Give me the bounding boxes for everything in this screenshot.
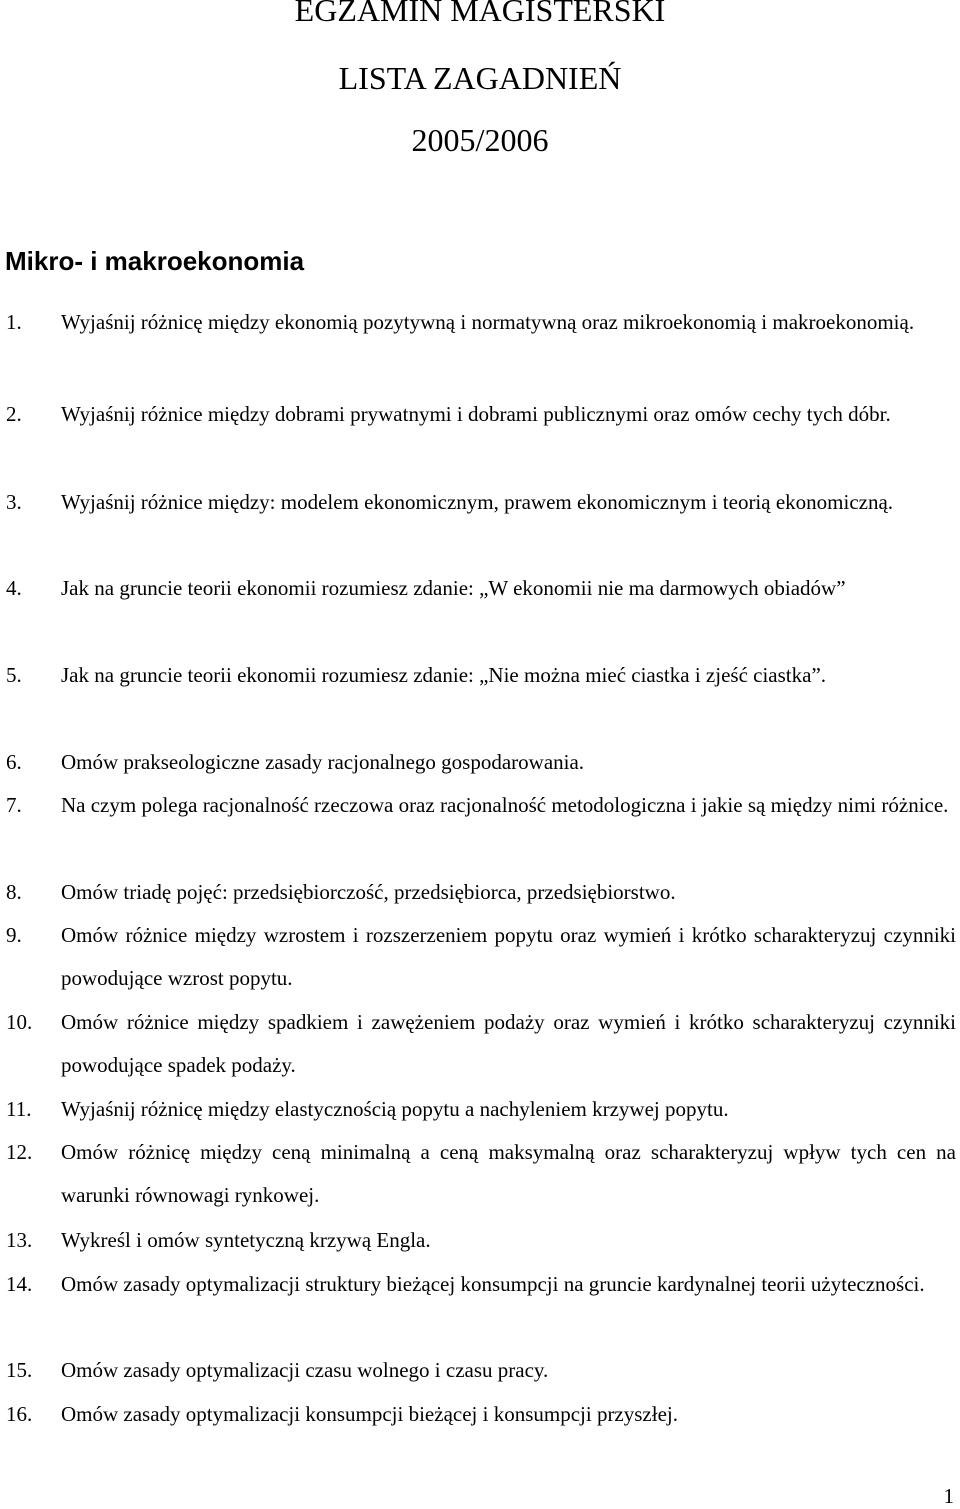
item-number: 3. <box>6 490 22 514</box>
item-number: 1. <box>6 310 22 334</box>
item-text: Wyjaśnij różnice między dobrami prywatnymi i dobrami publicznymi oraz omów cechy tych dóbr. <box>61 402 891 426</box>
item-text: Omów zasady optymalizacji czasu wolnego i czasu pracy. <box>61 1358 549 1382</box>
page-number: 1 <box>943 1484 954 1508</box>
item-number: 9. <box>6 923 22 947</box>
item-number: 12. <box>6 1140 33 1164</box>
item-number: 2. <box>6 402 22 426</box>
item-number: 15. <box>6 1358 33 1382</box>
item-text: Wyjaśnij różnicę między ekonomią pozytywną i normatywną oraz mikroekonomią i makroekonomią. <box>61 310 915 334</box>
item-text: Wyjaśnij różnicę między elastycznością popytu a nachyleniem krzywej popytu. <box>61 1097 729 1121</box>
item-text: Omów różnice między wzrostem i rozszerzeniem popytu oraz wymień i krótko scharakteryzuj czynniki powodujące wzrost popytu. <box>61 923 956 990</box>
item-text: Omów różnicę między ceną minimalną a ceną maksymalną oraz scharakteryzuj wpływ tych cen na warunki równowagi rynkowej. <box>61 1140 956 1207</box>
item-number: 14. <box>6 1272 33 1296</box>
item-text: Na czym polega racjonalność rzeczowa oraz racjonalność metodologiczna i jakie są między nimi różnice. <box>61 793 949 817</box>
item-text: Jak na gruncie teorii ekonomii rozumiesz zdanie: „Nie można mieć ciastka i zjeść ciastka”. <box>61 663 827 687</box>
item-number: 11. <box>6 1097 32 1121</box>
item-number: 4. <box>6 576 22 600</box>
item-text: Omów prakseologiczne zasady racjonalnego gospodarowania. <box>61 750 585 774</box>
item-number: 16. <box>6 1402 33 1426</box>
item-text: Wykreśl i omów syntetyczną krzywą Engla. <box>61 1228 431 1252</box>
section-heading: Mikro- i makroekonomia <box>5 246 305 276</box>
item-text: Omów różnice między spadkiem i zawężeniem podaży oraz wymień i krótko scharakteryzuj czynniki powodujące spadek podaży. <box>61 1010 956 1077</box>
document-title: EGZAMIN MAGISTERSKI <box>294 0 666 28</box>
item-number: 7. <box>6 793 22 817</box>
item-text: Omów zasady optymalizacji konsumpcji bieżącej i konsumpcji przyszłej. <box>61 1402 678 1426</box>
academic-year: 2005/2006 <box>411 122 549 158</box>
document-subtitle: LISTA ZAGADNIEŃ <box>338 60 622 96</box>
item-number: 6. <box>6 750 22 774</box>
item-number: 13. <box>6 1228 33 1252</box>
item-text: Wyjaśnij różnice między: modelem ekonomicznym, prawem ekonomicznym i teorią ekonomiczną. <box>61 490 894 514</box>
item-text: Omów triadę pojęć: przedsiębiorczość, przedsiębiorca, przedsiębiorstwo. <box>61 880 676 904</box>
item-number: 5. <box>6 663 22 687</box>
item-text: Omów zasady optymalizacji struktury bieżącej konsumpcji na gruncie kardynalnej teorii użyteczności. <box>61 1272 925 1296</box>
item-number: 10. <box>6 1010 33 1034</box>
item-text: Jak na gruncie teorii ekonomii rozumiesz zdanie: „W ekonomii nie ma darmowych obiadów” <box>61 576 846 600</box>
item-number: 8. <box>6 880 22 904</box>
